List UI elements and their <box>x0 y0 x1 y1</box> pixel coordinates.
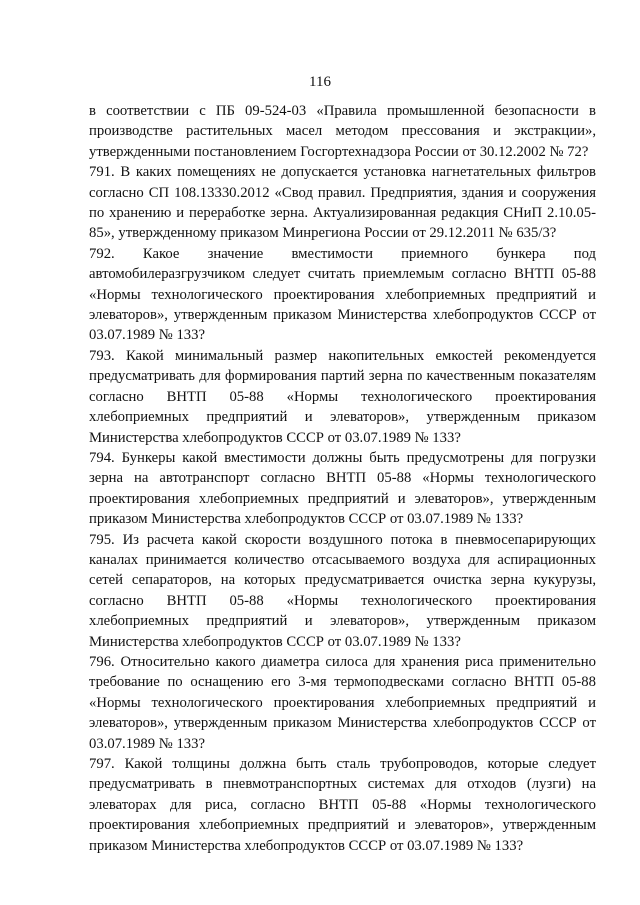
paragraph-continuation: в соответствии с ПБ 09-524-03 «Правила промышленной безопасности в производстве растительных масел методом прессования и экстракции», утвержденными постановлением Госгортехнадзора России от 30.12.2002 № 72? <box>89 103 596 160</box>
question-797: 797. Какой толщины должна быть сталь трубопроводов, которые следует предусматривать в пневмотранспортных системах для отходов (лузги) на элеваторах для риса, согласно ВНТП 05-88 «Нормы технологического проектирования хлебоприемных предприятий и элеваторов», утвержденным приказом Министерства хлебопродуктов СССР от 03.07.1989 № 133? <box>89 756 596 854</box>
question-793: 793. Какой минимальный размер накопительных емкостей рекомендуется предусматривать для формирования партий зерна по качественным показателям согласно ВНТП 05-88 «Нормы технологического проектирования хлебоприемных предприятий и элеваторов», утвержденным приказом Министерства хлебопродуктов СССР от 03.07.1989 № 133? <box>89 347 596 446</box>
page-number: 116 <box>309 74 331 90</box>
question-791: 791. В каких помещениях не допускается установка нагнетательных фильтров согласно СП 108.13330.2012 «Свод правил. Предприятия, здания и сооружения по хранению и переработке зерна. Актуализированная редакция СНиП 2.10.05-85», утвержденному приказом Минрегиона России от 29.12.2011 № 635/3? <box>89 164 596 242</box>
question-794: 794. Бункеры какой вместимости должны быть предусмотрены для погрузки зерна на автотранспорт согласно ВНТП 05-88 «Нормы технологического проектирования хлебоприемных предприятий и элеваторов», утвержденным приказом Министерства хлебопродуктов СССР от 03.07.1989 № 133? <box>89 449 596 528</box>
question-795: 795. Из расчета какой скорости воздушного потока в пневмосепарирующих каналах принимается количество отсасываемого воздуха для аспирационных сетей сепараторов, на которых предусматривается очистка зерна кукурузы, согласно ВНТП 05-88 «Нормы технологического проектирования хлебоприемных предприятий и элеваторов», утвержденным приказом Министерства хлебопродуктов СССР от 03.07.1989 № 133? <box>89 531 596 650</box>
document-body <box>89 101 596 856</box>
question-792: 792. Какое значение вместимости приемного бункера под автомобилеразгрузчиком следует считать приемлемым согласно ВНТП 05-88 «Нормы технологического проектирования хлебоприемных предприятий и элеваторов», утвержденным приказом Министерства хлебопродуктов СССР от 03.07.1989 № 133? <box>89 245 596 344</box>
question-796: 796. Относительно какого диаметра силоса для хранения риса применительно требование по оснащению его 3-мя термоподвесками согласно ВНТП 05-88 «Нормы технологического проектирования хлебоприемных предприятий и элеваторов», утвержденным приказом Министерства хлебопродуктов СССР от 03.07.1989 № 133? <box>89 653 596 752</box>
